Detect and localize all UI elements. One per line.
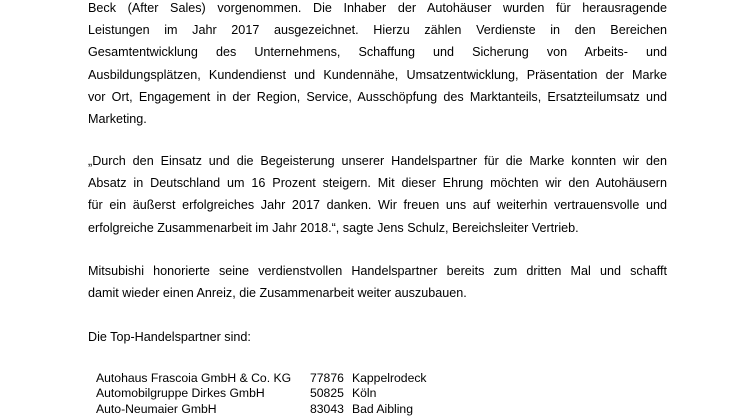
text-line: Mitsubishi honorierte seine verdienstvollen Handelspartner bereits zum dritten Mal und schafft: [88, 264, 667, 278]
dealer-city: Köln: [352, 386, 377, 401]
dealer-list: [96, 371, 472, 417]
dealer-postal-code: 83043: [310, 401, 344, 416]
text-line: damit wieder einen Anreiz, die Zusammenarbeit weiter auszubauen.: [88, 286, 467, 301]
text-line: vor Ort, Engagement in der Region, Service, Ausschöpfung des Marktanteils, Ersatzteilumsatz und: [88, 89, 667, 104]
paragraph-award-criteria: [88, 0, 667, 130]
text-line: Beck (After Sales) vorgenommen. Die Inhaber der Autohäuser wurden für herausragende: [88, 1, 667, 15]
dealer-city: Kappelrodeck: [352, 371, 427, 385]
paragraph-honor: [88, 260, 667, 304]
paragraph-quote: [88, 150, 667, 239]
dealer-row: [96, 371, 472, 386]
text-line: Gesamtentwicklung des Unternehmens, Schaffung und Sicherung von Arbeits- und: [88, 45, 667, 60]
dealer-name: Automobilgruppe Dirkes GmbH: [96, 386, 265, 401]
dealer-city: Bad Aibling: [352, 401, 413, 416]
paragraph-dealers-intro: [88, 326, 667, 348]
dealer-row: [96, 402, 472, 417]
text-line: für ein äußerst erfolgreiches Jahr 2017 danken. Wir freuen uns auf weiterhin vertrauensvolle und: [88, 198, 667, 213]
text-line: „Durch den Einsatz und die Begeisterung unserer Handelspartner für die Marke konnten wir den: [88, 154, 667, 168]
text-line: Ausbildungsplätzen, Kundendienst und Kundennähe, Umsatzentwicklung, Präsentation der Marke: [88, 67, 667, 82]
dealer-row: [96, 386, 472, 401]
dealer-postal-code: 50825: [310, 386, 344, 401]
text-line: Marketing.: [88, 112, 147, 127]
dealer-postal-code: 77876: [310, 371, 344, 385]
text-line: Die Top-Handelspartner sind:: [88, 330, 251, 344]
text-line: erfolgreiche Zusammenarbeit im Jahr 2018.“, sagte Jens Schulz, Bereichsleiter Vertrieb.: [88, 220, 579, 235]
dealer-name: Autohaus Frascoia GmbH & Co. KG: [96, 371, 292, 385]
text-line: Leistungen im Jahr 2017 ausgezeichnet. Hierzu zählen Verdienste in den Bereichen: [88, 23, 667, 38]
text-line: Absatz in Deutschland um 16 Prozent steigern. Mit dieser Ehrung möchten wir den Autohäusern: [88, 176, 667, 191]
dealer-name: Auto-Neumaier GmbH: [96, 401, 217, 416]
